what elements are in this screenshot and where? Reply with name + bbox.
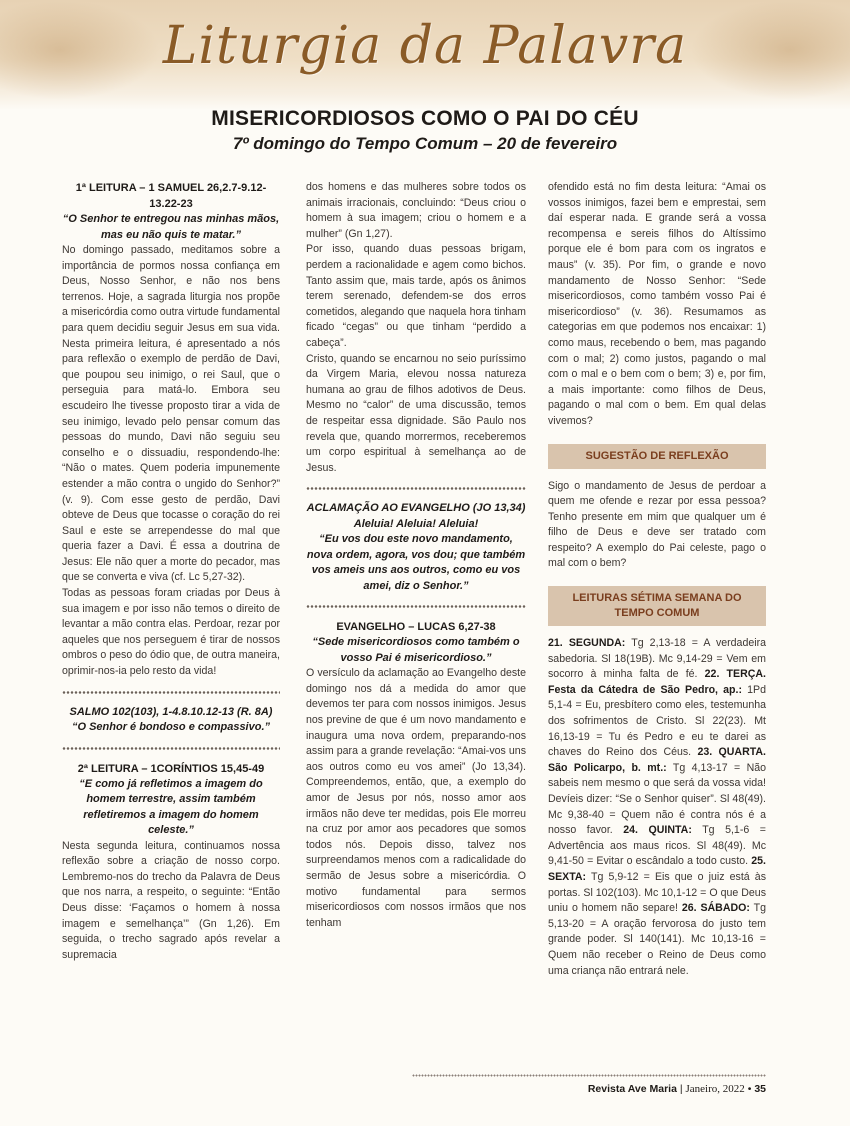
reflection-heading: SUGESTÃO DE REFLEXÃO (548, 444, 766, 469)
col2-paragraph-3: Cristo, quando se encarnou no seio puríssimo da Virgem Maria, elevou nossa natureza humana ao grau de filhos adotivos de Deus. Mesmo no “calor” de uma discussão, temos de respeitar essa dignidade. São Paulo nos revela que, quando morrermos, receberemos um corpo espiritual à semelhança ao de Jesus. (306, 352, 526, 474)
col2-paragraph-1: dos homens e das mulheres sobre todos os animais irracionais, concluindo: “Deus criou o homem à sua imagem; criou o homem e a mulher” (Gn 1,27). (306, 181, 526, 240)
day-label: 26. SÁBADO: (681, 902, 750, 915)
column-3 (548, 180, 766, 979)
divider (62, 690, 280, 695)
divider (306, 604, 526, 609)
day-label: 23. QUARTA. São Policarpo, b. mt.: (548, 746, 767, 774)
day-readings: Tg 5,13-20 = A oração fervorosa do justo tem grande poder. Sl 140(141). Mc 10,13-16 = Quem não receber o Reino de Deus como uma criança não entrará nele. (548, 902, 766, 977)
day-label: 22. TERÇA. Festa da Cátedra de São Pedro, ap.: (548, 668, 766, 696)
section-title: Liturgia da Palavra (162, 16, 688, 76)
footer-rule (412, 1074, 766, 1077)
column-1 (62, 180, 280, 963)
reflection-body: Sigo o mandamento de Jesus de perdoar a quem me ofende e rezar por essa pessoa? Tenho presente em mim que qualquer um é filho de Deus e deve ser tratado com respeito? A exemplo do Pai celeste, pago o mal com o bem? (548, 479, 766, 570)
reading2-quote: “E como já refletimos a imagem do homem terrestre, assim também refletiremos a imagem do homem celeste.” (79, 777, 263, 837)
magazine-name: Revista Ave Maria (587, 1083, 677, 1095)
acclamation-alleluia: Aleluia! Aleluia! Aleluia! (353, 517, 479, 530)
gospel-title: EVANGELHO – LUCAS 6,27-38 (336, 621, 496, 634)
day-label: 21. SEGUNDA: (548, 637, 626, 650)
week-readings-list (548, 636, 766, 979)
psalm-title: SALMO 102(103), 1-4.8.10.12-13 (R. 8A) (69, 705, 273, 718)
week-readings-heading: LEITURAS SÉTIMA SEMANA DO TEMPO COMUM (548, 586, 766, 626)
page-number: 35 (754, 1083, 766, 1095)
day-label: 25. SEXTA: (548, 855, 766, 883)
article-headline: MISERICORDIOSOS COMO O PAI DO CÉU (211, 107, 639, 130)
day-readings: Tg 4,13-17 = Não sabeis nem mesmo o que será da vossa vida! Devíeis dizer: “Se o Senhor quiser”. Sl 48(49). Mc 9,38-40 = Quem não é contra nós é a nosso favor. (548, 761, 767, 837)
banner (0, 0, 850, 110)
col3-paragraph-1: ofendido está no fim desta leitura: “Amai os vossos inimigos, fazei bem e emprestai, sem daí esperar nada. E grande será a vossa recompensa e sereis filhos do Altíssimo porque ele é bom para com os ingratos e maus” (v. 35). Por fim, o grande e novo mandamento de Nosso Senhor: “Sede misericordiosos, como também vosso Pai é misericordioso” (v. 36). Resumamos as categorias em que podemos nos encaixar: 1) como maus, recebendo o bem, mas pagando com o mal; 2) como justos, pagando o mal com o mal e o bem com o bem; 3) e, por fim, a mais importante: como filhos de Deus, pagando o mal com o bem. Em qual delas vivemos? (548, 181, 766, 427)
day-label: 24. QUINTA: (623, 824, 692, 837)
reading1-body: No domingo passado, meditamos sobre a importância de pormos nossa confiança em Deus, Nosso Senhor, e não nos bens terrenos. Hoje, a sagrada liturgia nos propõe a misericórdia como outra virtude fundamental para quem decidiu seguir Jesus em sua vida. Nesta primeira leitura, é apresentado a nós para reflexão o exemplo de perdão de Davi, que poupou seu inimigo, o rei Saul, que o perseguia para matá-lo. Embora seu escudeiro lhe tivesse proposto tirar a vida de seu inimigo, levado pelo pensar comum das pessoas do mundo, Davi não seguiu seu conselho e o dissuadiu, respondendo-lhe: “Não o mates. Quem poderia impunemente estender a mão contra o ungido do Senhor?” (v. 9). Com esse gesto de perdão, Davi obteve de Deus que tocasse o coração do rei Saul e este se arrependesse do mal que queria fazer a Davi. É essa a doutrina de Jesus: Ele não quer a morte do pecador, mas que se converta e viva (cf. Lc 5,27-32). (62, 244, 280, 584)
reading1-body-2: Todas as pessoas foram criadas por Deus à sua imagem e por isso não temos o direito de levantar a mão contra elas. Perdoar, rezar por aqueles que nos perseguem é tirar de nossos ombros o peso do ódio que, de outra maneira, oprimir-nos-ia pelo resto da vida! (62, 587, 280, 678)
psalm-quote: “O Senhor é bondoso e compassivo.” (71, 721, 271, 734)
day-readings: Tg 5,1-6 = Advertência aos maus ricos. Sl 48(49). Mc 9,41-50 = Evitar o escândalo a todo custo. (548, 824, 766, 868)
reading2-body: Nesta segunda leitura, continuamos nossa reflexão sobre a criação de nosso corpo. Lembremo-nos do trecho da Palavra de Deus que nos narra, a respeito, o seguinte: “Então Deus disse: ‘Façamos o homem à nossa imagem e semelhança’” (Gn 1,26). Em seguida, o trecho sagrado após revelar a supremacia (62, 839, 280, 961)
reading1-quote: “O Senhor te entregou nas minhas mãos, mas eu não quis te matar.” (62, 213, 280, 241)
day-readings: Tg 2,13-18 = A verdadeira sabedoria. Sl 18(19B). Mc 9,14-29 = Vem em socorro à minha falta de fé. (548, 637, 767, 681)
page-footer (588, 1083, 766, 1095)
divider (306, 486, 526, 491)
reading1-title: 1ª LEITURA – 1 SAMUEL 26,2.7-9.12-13.22-23 (75, 182, 267, 210)
col2-paragraph-2: Por isso, quando duas pessoas brigam, perdem a racionalidade e agem como bichos. Tanto assim que, mais tarde, após os ânimos terem serenado, defendem-se dos erros cometidos, alegando que naquela hora tinham ficado “cegas” ou que tinham “perdido a cabeça”. (306, 243, 526, 349)
gospel-quote: “Sede misericordiosos como também o vosso Pai é misericordioso.” (312, 636, 520, 664)
footer-dot: • (747, 1083, 752, 1095)
day-readings: Tg 5,9-12 = Eis que o juiz está às portas. Sl 102(103). Mc 10,1-12 = O que Deus uniu o homem não separe! (548, 870, 766, 915)
day-readings: 1Pd 5,1-4 = Eu, presbítero como eles, testemunha dos sofrimentos de Cristo. Sl 22(23). Mt 16,13-19 = Tu és Pedro e eu te darei as chaves do Reino dos Céus. (548, 683, 766, 759)
footer-separator: | (679, 1083, 683, 1095)
reading2-title: 2ª LEITURA – 1CORÍNTIOS 15,45-49 (77, 762, 265, 775)
acclamation-quote: “Eu vos dou este novo mandamento, nova ordem, agora, vos dou; que também vos ameis uns aos outros, como eu vos amei, diz o Senhor.” (306, 533, 526, 592)
article-subhead: 7º domingo do Tempo Comum – 20 de fevereiro (232, 134, 618, 153)
issue-date: Janeiro, 2022 (685, 1083, 745, 1095)
gospel-body: O versículo da aclamação ao Evangelho deste domingo nos dá a medida do amor que devemos ter para com nossos inimigos. Jesus nos previne de que é um novo mandamento e inaugura uma nova ordem, preparando-nos assim para a grande revelação: “Amai-vos uns aos outros como eu vos amei” (Jo 13,34). Compreendemos, então, que, a exemplo do amor de Jesus por nós, nosso amor aos irmãos não deve ter medidas, pois Ele morreu na cruz por amor aos pecadores que somos todos nós. Depois disso, talvez nos surpreendamos menos com a radicalidade do sermão de Jesus sobre a misericórdia. O motivo fundamental para sermos misericordiosos com nossos irmãos que nos tenham (306, 667, 526, 929)
acclamation-title: ACLAMAÇÃO AO EVANGELHO (JO 13,34) (306, 502, 526, 515)
divider (62, 746, 280, 751)
column-2 (306, 180, 526, 931)
